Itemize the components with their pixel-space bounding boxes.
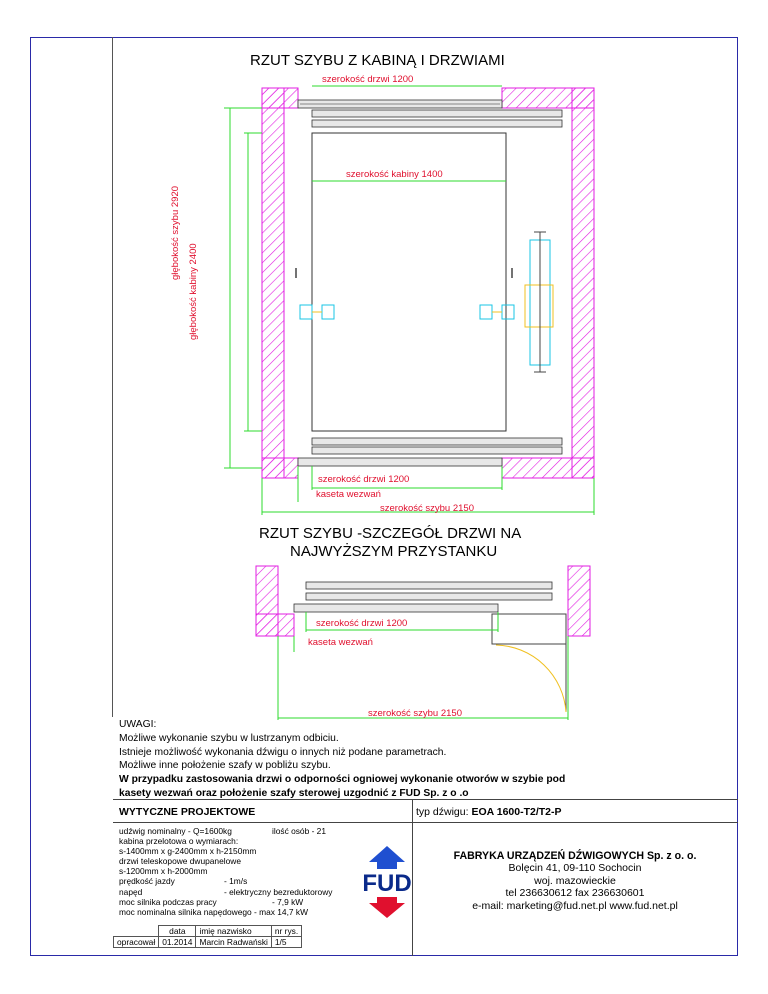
date-cell: 01.2014 — [159, 937, 196, 948]
spec-drive-label: napęd — [119, 886, 143, 897]
note-line: Możliwe wykonanie szybu w lustrzanym odbiciu. — [119, 732, 339, 744]
company-info — [412, 850, 738, 912]
shaft-width-plan2-label: szerokość szybu 2150 — [368, 708, 462, 719]
spec-line: moc nominalna silnika napędowego - max 14,7 kW — [119, 906, 308, 917]
spec-speed-value: - 1m/s — [224, 876, 248, 887]
spec-capacity: udźwig nominalny - Q=1600kg — [119, 826, 232, 836]
door-width-bottom-label: szerokość drzwi 1200 — [318, 474, 410, 485]
spec-line: kabina przelotowa o wymiarach: — [119, 836, 239, 847]
row-label: opracował — [114, 937, 159, 948]
titleblock-top-border — [113, 799, 738, 800]
notes-section — [119, 718, 565, 801]
call-box-label: kaseta wezwań — [316, 489, 381, 500]
door-panels-plan2 — [294, 582, 552, 612]
spec-line: s-1200mm x h-2000mm — [119, 866, 208, 877]
spec-power-label: moc silnika podczas pracy — [119, 896, 217, 907]
company-name: FABRYKA URZĄDZEŃ DŹWIGOWYCH Sp. z o. o. — [453, 850, 697, 862]
spec-line: s-1400mm x g-2400mm x h-2150mm — [119, 846, 257, 857]
spec-drive-value: - elektryczny bezreduktorowy — [224, 886, 333, 897]
spec-power-value: - 7,9 kW — [272, 896, 304, 907]
plan2-title-line1: RZUT SZYBU -SZCZEGÓŁ DRZWI NA — [259, 525, 522, 542]
notes-heading: UWAGI: — [119, 719, 157, 730]
counterweight — [525, 232, 553, 372]
call-box-plan2-label: kaseta wezwań — [308, 637, 373, 648]
cabin-width-label: szerokość kabiny 1400 — [346, 169, 443, 180]
lift-type — [416, 806, 562, 818]
company-phone: tel 236630612 fax 236630601 — [505, 887, 645, 900]
signature-table — [113, 925, 302, 948]
shaft-width-label: szerokość szybu 2150 — [380, 503, 474, 514]
spec-speed-label: prędkość jazdy — [119, 876, 175, 887]
door-width-plan2-label: szerokość drzwi 1200 — [316, 618, 408, 629]
note-line: Istnieje możliwość wykonania dźwigu o innych niż podane parametrach. — [119, 746, 447, 758]
logo-text: FUD — [362, 870, 412, 897]
spec-persons: ilość osób - 21 — [272, 826, 326, 836]
company-email: e-mail: marketing@fud.net.pl www.fud.net.pl — [472, 899, 678, 912]
note-line: Możliwe inne położenie szafy w pobliżu szybu. — [119, 760, 331, 772]
guide-rails — [300, 305, 514, 319]
lift-type-value: EOA 1600-T2/T2-P — [471, 806, 562, 818]
header-drawing-no: nr rys. — [271, 926, 301, 937]
drawing-no-cell: 1/5 — [271, 937, 301, 948]
spec-line: drzwi teleskopowe dwupanelowe — [119, 856, 241, 867]
door-width-top-label: szerokość drzwi 1200 — [322, 74, 414, 85]
note-bold-line: kasety wezwań oraz położenie szafy sterowej uzgodnić z FUD Sp. z o .o — [119, 787, 469, 799]
plan1-title: RZUT SZYBU Z KABINĄ I DRZWIAMI — [250, 52, 505, 69]
lift-type-label: typ dźwigu: — [416, 806, 469, 818]
company-region: woj. mazowieckie — [534, 874, 616, 887]
note-bold-line: W przypadku zastosowania drzwi o odporności ogniowej wykonanie otworów w szybie pod — [119, 774, 566, 786]
control-cabinet — [492, 614, 566, 712]
name-cell: Marcin Radwański — [196, 937, 271, 948]
cabin-depth-label: głębokość kabiny 2400 — [188, 243, 199, 340]
shaft-depth-label: głębokość szybu 2920 — [170, 185, 181, 280]
company-address: Bolęcin 41, 09-110 Sochocin — [508, 862, 642, 875]
header-date: data — [159, 926, 196, 937]
plan2-title-line2: NAJWYŻSZYM PRZYSTANKU — [290, 543, 498, 560]
header-name: imię nazwisko — [196, 926, 271, 937]
titleblock-inner-border — [113, 822, 738, 823]
spec-list — [119, 826, 333, 917]
titleblock-heading: WYTYCZNE PROJEKTOWE — [119, 806, 256, 818]
fud-logo — [357, 846, 417, 922]
